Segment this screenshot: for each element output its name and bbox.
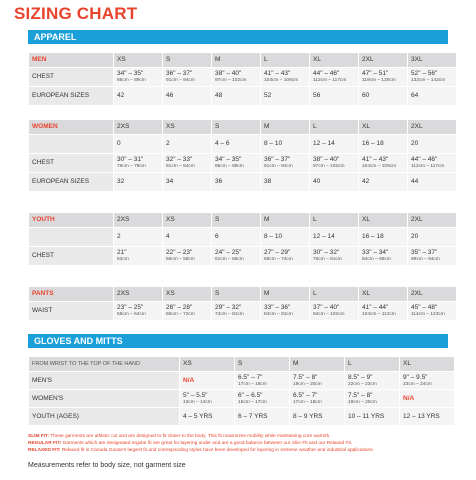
- size-cell: [114, 87, 162, 105]
- size-cell: [359, 247, 407, 265]
- size-cell: [261, 228, 309, 246]
- cell-primary: 4 – 5 YRS: [183, 412, 213, 420]
- size-cell: [400, 390, 454, 407]
- size-header-cell: XS: [163, 120, 211, 134]
- row-label: [29, 228, 113, 246]
- size-cell: [114, 228, 162, 246]
- size-header-cell: XS: [163, 287, 211, 301]
- table-row: [29, 68, 456, 86]
- cell-primary: 35" – 37": [411, 249, 438, 257]
- cell-primary: 38: [264, 178, 272, 186]
- cell-primary: 2: [117, 233, 121, 241]
- cell-metric: 91cm – 94cm: [166, 78, 195, 84]
- cell-primary: 41" – 43": [362, 156, 389, 164]
- cell-metric: 66cm – 72cm: [166, 312, 195, 318]
- cell-primary: 45" – 48": [411, 304, 438, 312]
- size-header-cell: L: [310, 213, 358, 227]
- cell-metric: 84cm – 86cm: [362, 257, 391, 263]
- cell-primary: 5" – 5.5": [183, 391, 208, 399]
- size-cell: [408, 228, 456, 246]
- cell-primary: 12 – 14: [313, 140, 335, 148]
- cell-primary: 47" – 51": [362, 70, 389, 78]
- cell-metric: 17cm – 18cm: [293, 399, 322, 405]
- cell-primary: 20: [411, 140, 419, 148]
- cell-primary: 0: [117, 140, 121, 148]
- apparel-header-bar: APPAREL: [28, 30, 448, 44]
- size-header-cell: S: [235, 357, 289, 371]
- size-cell: [163, 173, 211, 191]
- size-header-cell: S: [212, 120, 260, 134]
- fit-note: [28, 434, 458, 441]
- size-cell: [408, 173, 456, 191]
- men-size-table: [28, 52, 457, 106]
- size-header-cell: S: [212, 213, 260, 227]
- cell-primary: 12 – 13 YRS: [403, 412, 440, 420]
- size-cell: [114, 173, 162, 191]
- cell-metric: 61cm – 66cm: [215, 257, 244, 263]
- size-header-cell: L: [261, 53, 309, 67]
- table-row: [29, 390, 454, 407]
- cell-primary: 7.5" – 8": [293, 373, 318, 381]
- size-header-cell: 2XL: [408, 120, 456, 134]
- size-cell: [408, 302, 456, 320]
- size-header-cell: 2XL: [408, 287, 456, 301]
- cell-primary: 38" – 40": [215, 70, 242, 78]
- cell-metric: 74cm – 81cm: [215, 312, 244, 318]
- pants-size-table: [28, 286, 457, 321]
- size-cell: [359, 68, 407, 86]
- cell-metric: 13cm – 14cm: [183, 399, 212, 405]
- cell-primary: 60: [362, 92, 370, 100]
- size-cell: [212, 228, 260, 246]
- row-label: YOUTH (AGES): [29, 408, 179, 425]
- size-header-row: [29, 287, 456, 301]
- cell-metric: 86cm – 89cm: [215, 164, 244, 170]
- size-header-cell: M: [212, 53, 260, 67]
- cell-primary: 46: [166, 92, 174, 100]
- size-cell: [400, 408, 454, 425]
- size-cell: [212, 154, 260, 172]
- cell-primary: 33" – 36": [264, 304, 291, 312]
- size-header-cell: XS: [163, 213, 211, 227]
- cell-metric: 112cm – 117cm: [313, 78, 347, 84]
- page-title: SIZING CHART: [14, 4, 138, 23]
- size-cell: [212, 173, 260, 191]
- size-header-cell: 2XS: [114, 287, 162, 301]
- size-cell: [163, 87, 211, 105]
- cell-primary: 56: [313, 92, 321, 100]
- size-cell: [359, 87, 407, 105]
- cell-primary: 37" – 40": [313, 304, 340, 312]
- cell-metric: 53cm: [117, 257, 129, 263]
- cell-primary: 52" – 56": [411, 70, 438, 78]
- cell-metric: 22cm – 23cm: [348, 381, 377, 387]
- cell-metric: 17cm – 18cm: [238, 381, 267, 387]
- size-header-cell: S: [212, 287, 260, 301]
- size-header-cell: 2XS: [114, 120, 162, 134]
- cell-primary: N/A: [403, 394, 415, 402]
- fit-note-text: Relaxed fit is Canada Goose's largest fit and corresponding styles have been developed for layering in extreme weather and industrial applications.: [60, 447, 374, 453]
- size-cell: [163, 228, 211, 246]
- table-row: [29, 247, 456, 265]
- cell-primary: 27" – 29": [264, 249, 291, 257]
- size-cell: [359, 154, 407, 172]
- cell-metric: 86cm – 89cm: [117, 78, 146, 84]
- size-header-row: [29, 213, 456, 227]
- size-header-row: [29, 53, 456, 67]
- size-cell: [359, 302, 407, 320]
- size-header-cell: XL: [359, 120, 407, 134]
- row-label: WOMEN'S: [29, 390, 179, 407]
- size-header-cell: 2XS: [114, 213, 162, 227]
- cell-metric: 76cm – 79cm: [117, 164, 146, 170]
- fit-note-text: Garments which are designated regular fit are great for layering under and are a good balance between our Slim Fit and our Relaxed Fit.: [61, 440, 353, 446]
- cell-metric: 15cm – 17cm: [238, 399, 267, 405]
- size-cell: [180, 372, 234, 389]
- size-cell: [212, 135, 260, 153]
- cell-primary: 33" – 34": [362, 249, 389, 257]
- cell-metric: 81cm – 84cm: [166, 164, 195, 170]
- gloves-size-table: [28, 356, 455, 426]
- size-header-cell: M: [261, 287, 309, 301]
- cell-primary: 6: [215, 233, 219, 241]
- cell-primary: 6.5" – 7": [238, 373, 263, 381]
- cell-primary: 2: [166, 140, 170, 148]
- size-header-cell: XL: [400, 357, 454, 371]
- row-label: [29, 135, 113, 153]
- cell-primary: 41" – 43": [264, 70, 291, 78]
- cell-metric: 91cm – 94cm: [264, 164, 293, 170]
- table-row: [29, 87, 456, 105]
- size-cell: [163, 302, 211, 320]
- size-header-cell: M: [261, 120, 309, 134]
- size-cell: [359, 173, 407, 191]
- size-cell: [261, 154, 309, 172]
- size-header-row: [29, 120, 456, 134]
- size-header-cell: XS: [180, 357, 234, 371]
- cell-primary: 36" – 37": [264, 156, 291, 164]
- cell-metric: 119cm – 130cm: [362, 78, 396, 84]
- size-cell: [345, 390, 399, 407]
- size-cell: [290, 372, 344, 389]
- cell-primary: 16 – 18: [362, 140, 384, 148]
- cell-primary: 41" – 44": [362, 304, 389, 312]
- size-cell: [359, 228, 407, 246]
- cell-metric: 132cm – 142cm: [411, 78, 446, 84]
- cell-primary: 16 – 18: [362, 233, 384, 241]
- size-cell: [163, 154, 211, 172]
- youth-size-table: [28, 212, 457, 266]
- footer-note: Measurements refer to body size, not garment size: [28, 462, 186, 469]
- cell-primary: 32" – 33": [166, 156, 193, 164]
- cell-primary: 6.5" – 7": [293, 391, 318, 399]
- size-cell: [114, 154, 162, 172]
- size-cell: [235, 372, 289, 389]
- row-label: CHEST: [29, 247, 113, 265]
- cell-primary: 26" – 28": [166, 304, 193, 312]
- size-cell: [261, 302, 309, 320]
- size-cell: [235, 390, 289, 407]
- table-row: [29, 228, 456, 246]
- cell-primary: 48: [215, 92, 223, 100]
- cell-primary: 34" – 35": [117, 70, 144, 78]
- size-cell: [261, 68, 309, 86]
- size-cell: [310, 173, 358, 191]
- size-cell: [408, 68, 456, 86]
- size-cell: [290, 408, 344, 425]
- cell-metric: 112cm – 117cm: [411, 164, 445, 170]
- size-cell: [408, 247, 456, 265]
- size-cell: [345, 408, 399, 425]
- cell-primary: 30" – 31": [117, 156, 144, 164]
- size-header-cell: XL: [359, 213, 407, 227]
- cell-primary: 8 – 10: [264, 140, 283, 148]
- size-cell: [310, 135, 358, 153]
- cell-metric: 97cm – 102cm: [215, 78, 247, 84]
- size-cell: [212, 247, 260, 265]
- size-cell: [310, 247, 358, 265]
- size-cell: [310, 302, 358, 320]
- cell-primary: 52: [264, 92, 272, 100]
- section-label: FROM WRIST TO THE TOP OF THE HAND: [29, 357, 179, 371]
- cell-primary: 36" – 37": [166, 70, 193, 78]
- size-cell: [310, 87, 358, 105]
- cell-primary: 6" – 6.5": [238, 391, 263, 399]
- cell-primary: 4: [166, 233, 170, 241]
- gloves-header-bar: GLOVES AND MITTS: [28, 334, 448, 348]
- size-header-cell: L: [345, 357, 399, 371]
- cell-primary: 44: [411, 178, 419, 186]
- cell-primary: 20: [411, 233, 419, 241]
- cell-primary: 34" – 35": [215, 156, 242, 164]
- fit-note-term: SLIM FIT:: [28, 434, 50, 439]
- cell-metric: 114cm – 123cm: [411, 312, 445, 318]
- cell-primary: 42: [362, 178, 370, 186]
- cell-primary: 38" – 40": [313, 156, 340, 164]
- section-label: WOMEN: [29, 120, 113, 134]
- size-header-cell: 2XL: [359, 53, 407, 67]
- cell-primary: 6 – 7 YRS: [238, 412, 268, 420]
- cell-primary: 64: [411, 92, 419, 100]
- cell-metric: 97cm – 102cm: [313, 164, 345, 170]
- size-cell: [163, 68, 211, 86]
- size-cell: [408, 87, 456, 105]
- row-label: WAIST: [29, 302, 113, 320]
- cell-metric: 69cm – 74cm: [264, 257, 293, 263]
- size-header-cell: 2XL: [408, 213, 456, 227]
- row-label: EUROPEAN SIZES: [29, 87, 113, 105]
- cell-primary: 36: [215, 178, 223, 186]
- cell-primary: 9" – 9.5": [403, 373, 428, 381]
- cell-primary: 24" – 25": [215, 249, 242, 257]
- size-cell: [180, 390, 234, 407]
- cell-primary: 42: [117, 92, 125, 100]
- cell-metric: 89cm – 94cm: [411, 257, 440, 263]
- size-header-cell: XL: [359, 287, 407, 301]
- size-header-cell: XS: [114, 53, 162, 67]
- cell-primary: 10 – 11 YRS: [348, 412, 385, 420]
- table-row: [29, 154, 456, 172]
- cell-primary: 8.5" – 9": [348, 373, 373, 381]
- size-cell: [310, 68, 358, 86]
- size-cell: [235, 408, 289, 425]
- size-cell: [212, 87, 260, 105]
- table-row: [29, 173, 456, 191]
- cell-metric: 84cm – 91cm: [264, 312, 293, 318]
- cell-primary: 29" – 32": [215, 304, 242, 312]
- fit-note-text: These garments are athletic cut and are designed to fit closer to the body. This fit maximizes mobility while maintaining core warmth.: [49, 434, 331, 439]
- cell-metric: 104cm – 109cm: [362, 164, 397, 170]
- size-cell: [163, 247, 211, 265]
- row-label: CHEST: [29, 68, 113, 86]
- cell-metric: 76cm – 81cm: [313, 257, 342, 263]
- size-cell: [114, 302, 162, 320]
- size-cell: [114, 68, 162, 86]
- cell-primary: 4 – 6: [215, 140, 230, 148]
- table-row: [29, 408, 454, 425]
- cell-primary: 21": [117, 249, 127, 257]
- cell-primary: 8 – 9 YRS: [293, 412, 323, 420]
- size-cell: [261, 135, 309, 153]
- cell-primary: 32: [117, 178, 125, 186]
- fit-note-term: RELAXED FIT:: [28, 447, 61, 453]
- table-row: [29, 135, 456, 153]
- size-header-cell: M: [261, 213, 309, 227]
- size-cell: [359, 135, 407, 153]
- row-label: CHEST: [29, 154, 113, 172]
- size-cell: [310, 154, 358, 172]
- size-cell: [310, 228, 358, 246]
- size-cell: [163, 135, 211, 153]
- cell-primary: 8 – 10: [264, 233, 283, 241]
- size-cell: [114, 135, 162, 153]
- size-cell: [212, 302, 260, 320]
- section-label: YOUTH: [29, 213, 113, 227]
- cell-primary: 30" – 32": [313, 249, 340, 257]
- cell-metric: 94cm – 102cm: [313, 312, 345, 318]
- size-cell: [408, 154, 456, 172]
- cell-primary: 7.5" – 8": [348, 391, 373, 399]
- cell-metric: 56cm – 58cm: [166, 257, 195, 263]
- section-label: MEN: [29, 53, 113, 67]
- size-header-cell: S: [163, 53, 211, 67]
- cell-primary: 44" – 46": [411, 156, 438, 164]
- size-header-cell: 3XL: [408, 53, 456, 67]
- table-row: [29, 372, 454, 389]
- size-cell: [261, 87, 309, 105]
- size-header-row: [29, 357, 454, 371]
- cell-metric: 58cm – 64cm: [117, 312, 146, 318]
- size-cell: [261, 173, 309, 191]
- size-cell: [345, 372, 399, 389]
- cell-metric: 104cm – 112cm: [362, 312, 396, 318]
- fit-note: [28, 441, 458, 448]
- cell-primary: 34: [166, 178, 174, 186]
- size-cell: [114, 247, 162, 265]
- women-size-table: [28, 119, 457, 192]
- size-cell: [212, 68, 260, 86]
- size-cell: [261, 247, 309, 265]
- fit-note: [28, 448, 458, 455]
- cell-metric: 23cm – 24cm: [403, 381, 432, 387]
- table-row: [29, 302, 456, 320]
- size-header-cell: L: [310, 287, 358, 301]
- size-cell: [290, 390, 344, 407]
- cell-primary: 12 – 14: [313, 233, 335, 241]
- fit-notes: [28, 434, 458, 455]
- cell-metric: 19cm – 20cm: [348, 399, 377, 405]
- size-header-cell: XL: [310, 53, 358, 67]
- fit-note-term: REGULAR FIT:: [28, 440, 62, 446]
- cell-metric: 104cm – 109cm: [264, 78, 299, 84]
- section-label: PANTS: [29, 287, 113, 301]
- row-label: MEN'S: [29, 372, 179, 389]
- size-cell: [400, 372, 454, 389]
- cell-metric: 19cm – 20cm: [293, 381, 322, 387]
- cell-primary: N/A: [183, 376, 195, 384]
- size-cell: [408, 135, 456, 153]
- cell-primary: 23" – 25": [117, 304, 144, 312]
- cell-primary: 22" – 23": [166, 249, 193, 257]
- size-header-cell: L: [310, 120, 358, 134]
- cell-primary: 40: [313, 178, 321, 186]
- size-header-cell: M: [290, 357, 344, 371]
- row-label: EUROPEAN SIZES: [29, 173, 113, 191]
- cell-primary: 44" – 46": [313, 70, 340, 78]
- size-cell: [180, 408, 234, 425]
